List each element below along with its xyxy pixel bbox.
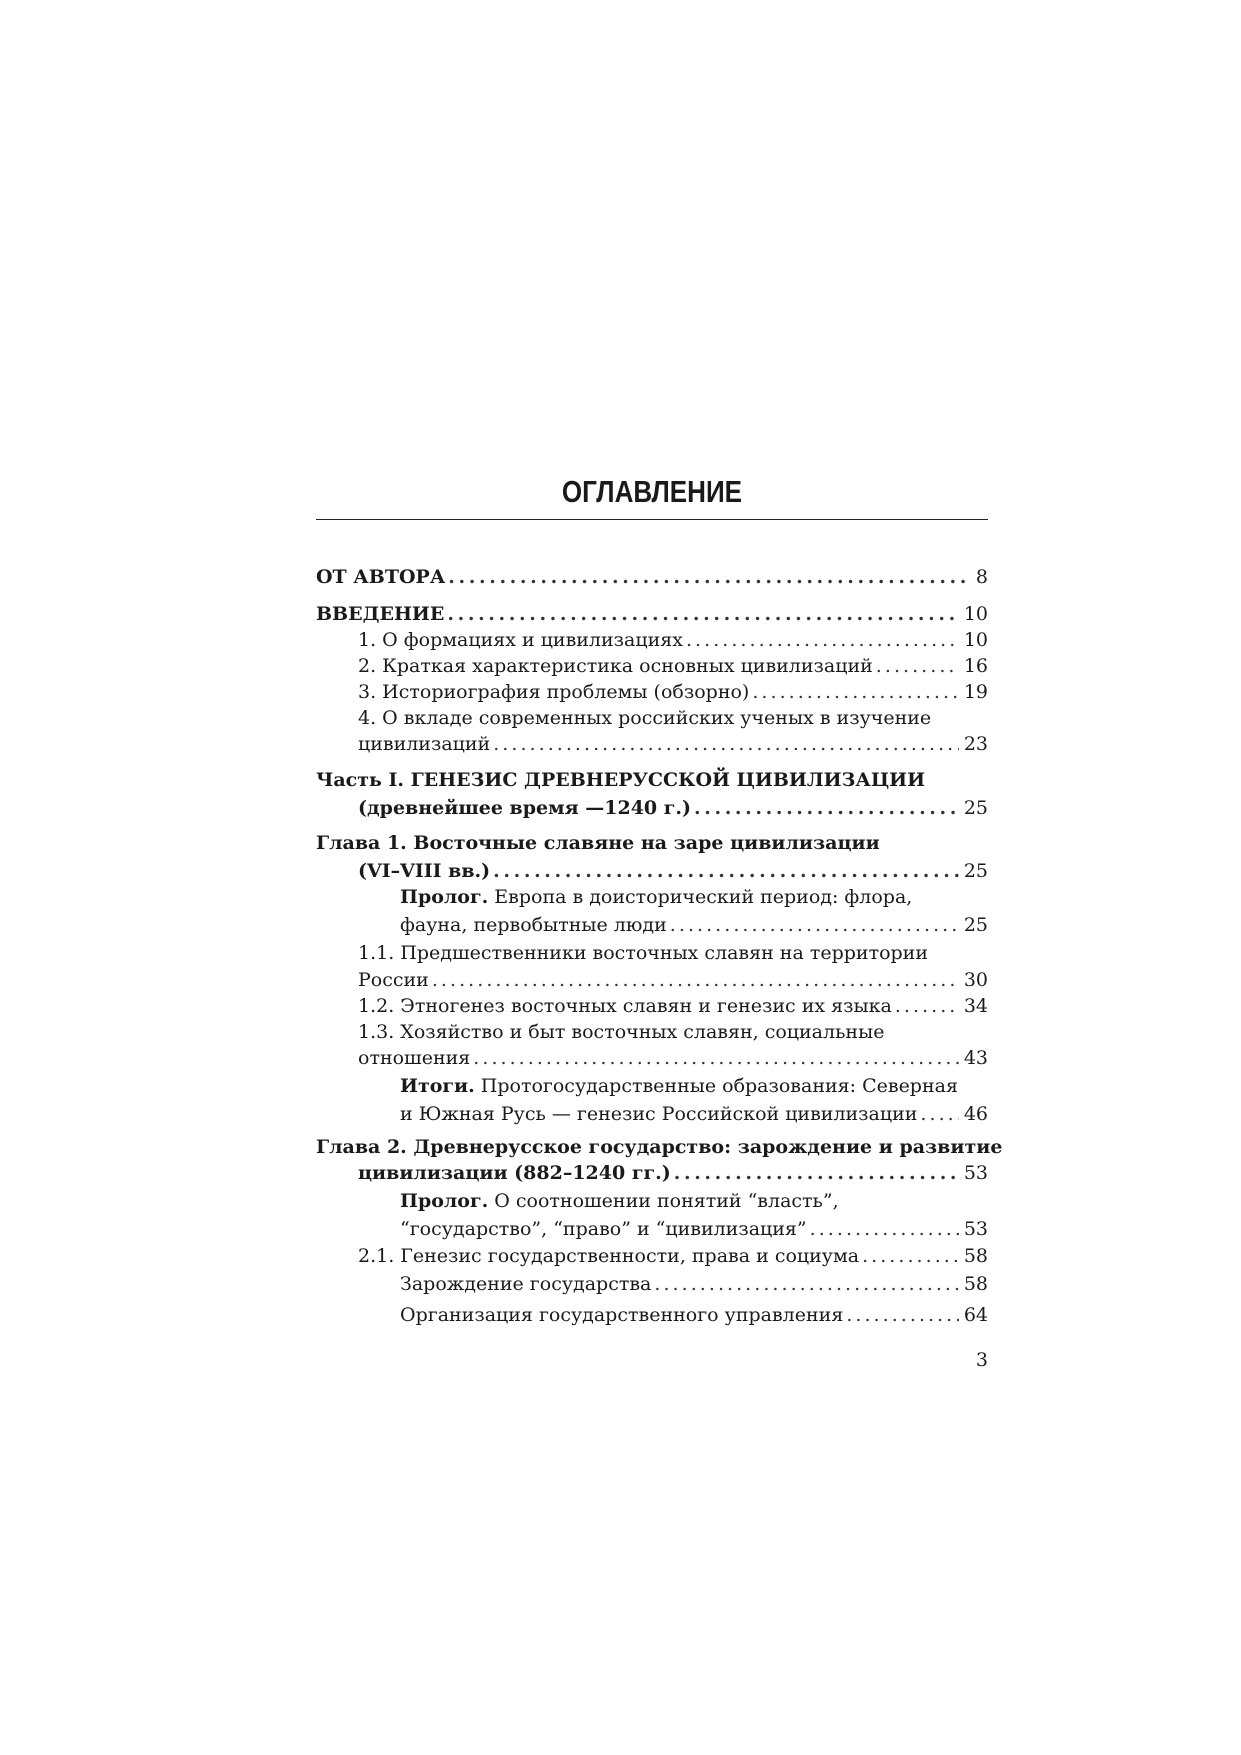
dot-leader [694, 795, 959, 821]
toc-entry-2-1[interactable]: 2.1. Генезис государственности, права и социума . . . 58 [358, 1243, 988, 1269]
toc-entry-2-1-b[interactable]: Организация государственного управления . . . 64 [400, 1302, 988, 1328]
dot-leader [810, 1216, 959, 1242]
toc-entry-2-1-a[interactable]: Зарождение государства . . . 58 [400, 1271, 988, 1297]
toc-entry-chapter-1-cont[interactable]: (VI–VIII вв.) . . . 25 [358, 858, 988, 884]
toc-entry-intro-4-cont[interactable]: цивилизаций . . . 23 [358, 731, 988, 757]
toc-entry-ch1-prologue-cont[interactable]: фауна, первобытные люди . . . 25 [400, 912, 988, 938]
toc-entry-intro-4[interactable]: 4. О вкладе современных российских ученых в изучение [358, 707, 932, 729]
toc-entry-1-1[interactable]: 1.1. Предшественники восточных славян на территории [358, 942, 929, 964]
dot-leader [448, 564, 971, 590]
toc-entry-part-1[interactable]: Часть I. ГЕНЕЗИС ДРЕВНЕРУССКОЙ ЦИВИЛИЗАЦИИ [316, 769, 926, 791]
title-rule [316, 519, 988, 520]
toc-entry-chapter-2[interactable]: Глава 2. Древнерусское государство: зарождение и развитие [316, 1136, 1003, 1158]
toc-page [316, 0, 1003, 1755]
toc-entry-from-author[interactable]: ОТ АВТОРА . . . 8 [316, 564, 988, 590]
toc-entry-ch2-prologue-cont[interactable]: “государство”, “право” и “цивилизация” . . . 53 [400, 1216, 988, 1242]
dot-leader [670, 912, 959, 938]
toc-entry-intro-2[interactable]: 2. Краткая характеристика основных цивилизаций . . . 16 [358, 653, 988, 679]
toc-entry-intro-1[interactable]: 1. О формациях и цивилизациях . . . 10 [358, 627, 988, 653]
dot-leader [493, 731, 959, 757]
toc-entry-1-1-cont[interactable]: России . . . 30 [358, 967, 988, 993]
page-number: 3 [975, 1349, 988, 1371]
toc-entry-introduction[interactable]: ВВЕДЕНИЕ . . . 10 [316, 601, 988, 627]
toc-entry-1-2[interactable]: 1.2. Этногенез восточных славян и генезис их языка . . . 34 [358, 993, 988, 1019]
dot-leader [674, 1160, 959, 1186]
toc-entry-chapter-2-cont[interactable]: цивилизации (882–1240 гг.) . . . 53 [358, 1160, 988, 1186]
dot-leader [447, 601, 958, 627]
dot-leader [862, 1243, 959, 1269]
toc-entry-ch1-results[interactable]: Итоги. Протогосударственные образования: Северная [400, 1075, 958, 1097]
toc-entry-intro-3[interactable]: 3. Историография проблемы (обзорно) . . . 19 [358, 679, 988, 705]
dot-leader [876, 653, 959, 679]
page-title: ОГЛАВЛЕНИЕ [561, 474, 743, 509]
dot-leader [895, 993, 959, 1019]
dot-leader [920, 1101, 958, 1127]
toc-entry-1-3-cont[interactable]: отношения . . . 43 [358, 1045, 988, 1071]
dot-leader [493, 858, 959, 884]
toc-entry-1-3[interactable]: 1.3. Хозяйство и быт восточных славян, социальные [358, 1021, 885, 1043]
toc-entry-ch2-prologue[interactable]: Пролог. О соотношении понятий “власть”, [400, 1190, 839, 1212]
dot-leader [752, 679, 958, 705]
dot-leader [654, 1271, 958, 1297]
toc-entry-chapter-1[interactable]: Глава 1. Восточные славяне на заре цивилизации [316, 832, 880, 854]
toc-entry-ch1-prologue[interactable]: Пролог. Европа в доисторический период: флора, [400, 886, 913, 908]
dot-leader [473, 1045, 959, 1071]
dot-leader [432, 967, 959, 993]
dot-leader [686, 627, 959, 653]
dot-leader [846, 1302, 959, 1328]
toc-entry-part-1-cont[interactable]: (древнейшее время —1240 г.) . . . 25 [358, 795, 988, 821]
toc-entry-ch1-results-cont[interactable]: и Южная Русь — генезис Российской цивилизации . . . 46 [400, 1101, 988, 1127]
